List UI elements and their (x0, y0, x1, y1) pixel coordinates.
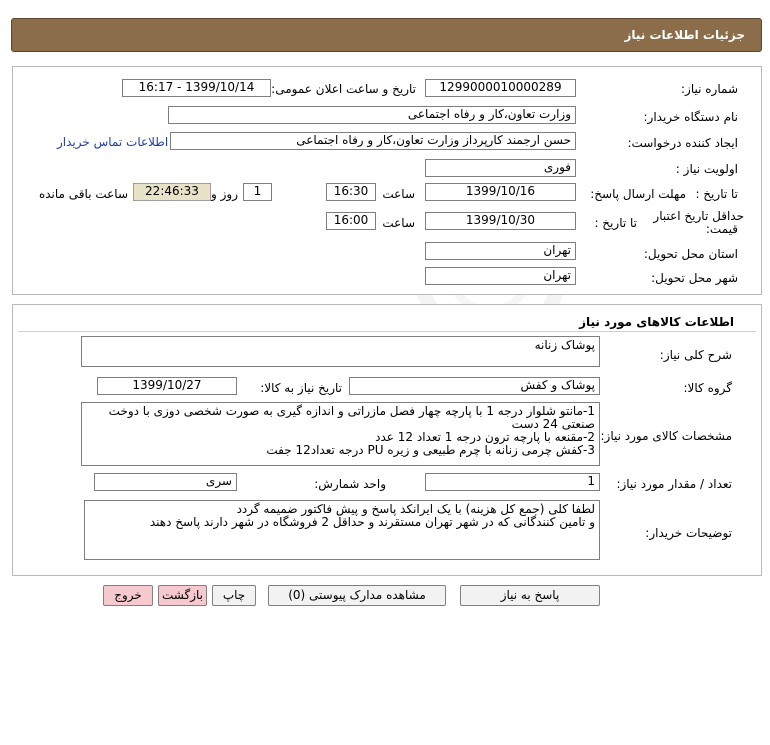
buyer-notes-label: توضیحات خریدار: (645, 526, 732, 540)
page-header (11, 18, 762, 52)
remaining-time-field: 22:46:33 (133, 183, 211, 201)
buyer-org-field: وزارت تعاون،کار و رفاه اجتماعی (168, 106, 576, 124)
quantity-field: 1 (425, 473, 600, 491)
deadline-time-label: ساعت (382, 187, 415, 201)
validity-label-line2: قیمت: (705, 222, 738, 236)
deadline-label: مهلت ارسال پاسخ: (590, 187, 686, 201)
announce-label: تاریخ و ساعت اعلان عمومی: (271, 82, 416, 96)
creator-label: ایجاد کننده درخواست: (627, 136, 738, 150)
buyer-notes-field: لطفا کلی (جمع کل هزینه) با یک ایرانکد پاسخ و پیش فاکتور ضمیمه گردد و تامین کنندگانی که در شهر تهران مستقرند و حداقل 2 فروشگاه در شهر دارند پاسخ دهند (84, 500, 600, 560)
need-description-label: شرح کلی نیاز: (659, 348, 732, 362)
need-number-field: 1299000010000289 (425, 79, 576, 97)
goods-specs-label: مشخصات کالای مورد نیاز: (600, 429, 732, 443)
province-field: تهران (425, 242, 576, 260)
unit-field: سری (94, 473, 237, 491)
province-label: استان محل تحویل: (643, 247, 738, 261)
deadline-date-field: 1399/10/16 (425, 183, 576, 201)
city-label: شهر محل تحویل: (651, 271, 738, 285)
need-date-label: تاریخ نیاز به کالا: (260, 381, 342, 395)
validity-time-field: 16:00 (326, 212, 376, 230)
goods-section-title: اطلاعات کالاهای مورد نیاز (579, 315, 734, 329)
section-divider (18, 331, 756, 332)
buyer-org-label: نام دستگاه خریدار: (643, 110, 738, 124)
announce-field: 1399/10/14 - 16:17 (122, 79, 271, 97)
city-field: تهران (425, 267, 576, 285)
validity-to-date-label: تا تاریخ : (594, 216, 637, 230)
deadline-time-field: 16:30 (326, 183, 376, 201)
back-button[interactable]: بازگشت (158, 585, 207, 606)
need-number-label: شماره نیاز: (681, 82, 738, 96)
validity-label-line1: حداقل تاریخ اعتبار (653, 209, 744, 223)
buyer-contact-link[interactable]: اطلاعات تماس خریدار (57, 135, 169, 149)
creator-field: حسن ارجمند کارپرداز وزارت تعاون،کار و رفاه اجتماعی (170, 132, 576, 150)
validity-date-field: 1399/10/30 (425, 212, 576, 230)
priority-field: فوری (425, 159, 576, 177)
days-label: روز و (211, 187, 238, 201)
exit-button[interactable]: خروج (103, 585, 153, 606)
remaining-label: ساعت باقی مانده (38, 187, 128, 201)
priority-label: اولویت نیاز : (675, 162, 738, 176)
print-button[interactable]: چاپ (212, 585, 256, 606)
quantity-label: تعداد / مقدار مورد نیاز: (616, 477, 732, 491)
need-description-field: پوشاک زنانه (81, 336, 600, 367)
deadline-to-date-label: تا تاریخ : (695, 187, 738, 201)
days-field: 1 (243, 183, 272, 201)
reply-button[interactable]: پاسخ به نیاز (460, 585, 600, 606)
page-title: جزئیات اطلاعات نیاز (624, 28, 745, 42)
unit-label: واحد شمارش: (314, 477, 386, 491)
validity-time-label: ساعت (382, 216, 415, 230)
goods-group-label: گروه کالا: (683, 381, 732, 395)
need-date-field: 1399/10/27 (97, 377, 237, 395)
attachments-button[interactable]: مشاهده مدارک پیوستی (0) (268, 585, 446, 606)
goods-group-field: پوشاک و کفش (349, 377, 600, 395)
goods-specs-field: 1-مانتو شلوار درجه 1 با پارچه چهار فصل مازراتی و اندازه گیری به صورت شخصی دوزی با دوخت صنعتی 24 دست 2-مقنعه با پارچه ترون درجه 1 تعداد 12 عدد 3-کفش چرمی زنانه با چرم طبیعی و زیره PU درجه تعداد12 جفت (81, 402, 600, 466)
